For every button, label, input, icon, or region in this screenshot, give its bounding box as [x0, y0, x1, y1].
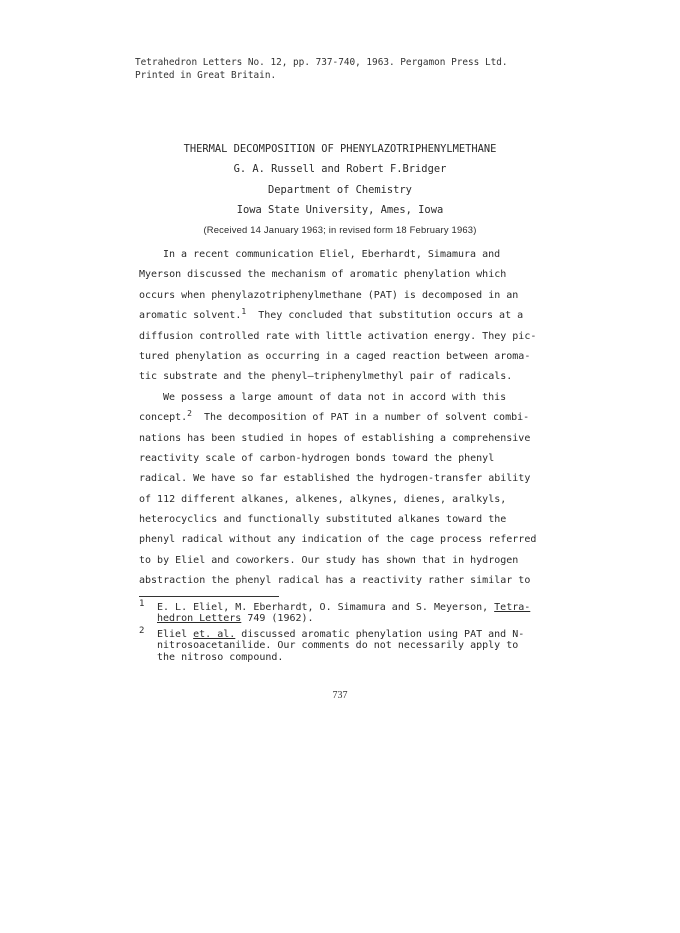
text-line: tic substrate and the phenyl—triphenylmethyl pair of radicals. — [139, 371, 513, 383]
text-fragment: concept. — [139, 412, 188, 424]
footnote-ref-2[interactable]: 2 — [187, 409, 192, 419]
text-line: nations has been studied in hopes of establishing a comprehensive — [139, 432, 531, 444]
department: Department of Chemistry — [268, 183, 412, 196]
body-text — [139, 245, 547, 592]
et-al: et. al. — [193, 628, 236, 640]
text-line: phenyl radical without any indication of the cage process referred — [139, 534, 537, 546]
text-line: heterocyclics and functionally substituted alkanes toward the — [139, 514, 507, 526]
text-line: We possess a large amount of data not in accord with this — [163, 391, 507, 403]
footnote-2 — [139, 625, 530, 663]
authors: G. A. Russell and Robert F.Bridger — [233, 163, 447, 176]
journal-name: Tetra- — [494, 602, 531, 613]
text-fragment: The decomposition of PAT in a number of solvent combi- — [192, 412, 530, 424]
text-line: abstraction the phenyl radical has a reactivity rather similar to — [139, 575, 531, 587]
text-line — [139, 408, 547, 428]
journal-citation: Tetrahedron Letters No. 12, pp. 737-740, 1963. Pergamon Press Ltd. — [135, 57, 508, 68]
title-block — [0, 139, 680, 240]
text-line: reactivity scale of carbon-hydrogen bonds toward the phenyl — [139, 452, 495, 464]
paragraph-2 — [139, 388, 547, 592]
footnote-number: 2 — [139, 625, 145, 636]
footnote-line: the nitroso compound. — [157, 651, 284, 663]
printed-in: Printed in Great Britain. — [135, 69, 277, 81]
text-line: Myerson discussed the mechanism of aromatic phenylation which — [139, 269, 507, 281]
text-fragment: discussed aromatic phenylation using PAT and N- — [235, 628, 525, 640]
text-line: radical. We have so far established the hydrogen-transfer ability — [139, 473, 531, 485]
text-line: tured phenylation as occurring in a caged reaction between aroma- — [139, 350, 531, 362]
footnote-line — [157, 629, 530, 640]
university: Iowa State University, Ames, Iowa — [236, 203, 444, 216]
text-line — [139, 306, 547, 326]
footnote-line — [157, 602, 530, 613]
text-fragment: E. L. Eliel, M. Eberhardt, O. Simamura and S. Meyerson, — [157, 602, 495, 613]
text-fragment: Eliel — [157, 628, 194, 640]
text-fragment: aromatic solvent. — [139, 310, 242, 322]
footnote-ref-1[interactable]: 1 — [241, 307, 247, 317]
footnote-divider — [139, 596, 279, 597]
text-line: occurs when phenylazotriphenylmethane (PAT) is decomposed in an — [139, 289, 519, 301]
text-line: to by Eliel and coworkers. Our study has shown that in hydrogen — [139, 554, 519, 566]
journal-header — [135, 57, 508, 82]
text-line: In a recent communication Eliel, Eberhardt, Simamura and — [163, 249, 501, 260]
footnotes — [139, 599, 531, 663]
paper-title: THERMAL DECOMPOSITION OF PHENYLAZOTRIPHENYLMETHANE — [183, 143, 497, 155]
received-dates: (Received 14 January 1963; in revised form 18 February 1963) — [203, 224, 477, 236]
footnote-line — [157, 613, 530, 624]
footnote-1 — [139, 599, 531, 625]
text-line: diffusion controlled rate with little activation energy. They pic- — [139, 330, 537, 342]
page-number: 737 — [332, 690, 348, 701]
footnote-number: 1 — [139, 599, 145, 609]
text-line: of 112 different alkanes, alkenes, alkynes, dienes, aralkyls, — [139, 493, 507, 505]
footnote-line: nitrosoacetanilide. Our comments do not necessarily apply to — [157, 640, 519, 652]
text-fragment: 749 (1962). — [241, 613, 314, 625]
journal-name: hedron Letters — [157, 613, 242, 625]
text-fragment: They concluded that substitution occurs at a — [246, 310, 524, 322]
paragraph-1 — [139, 245, 547, 388]
